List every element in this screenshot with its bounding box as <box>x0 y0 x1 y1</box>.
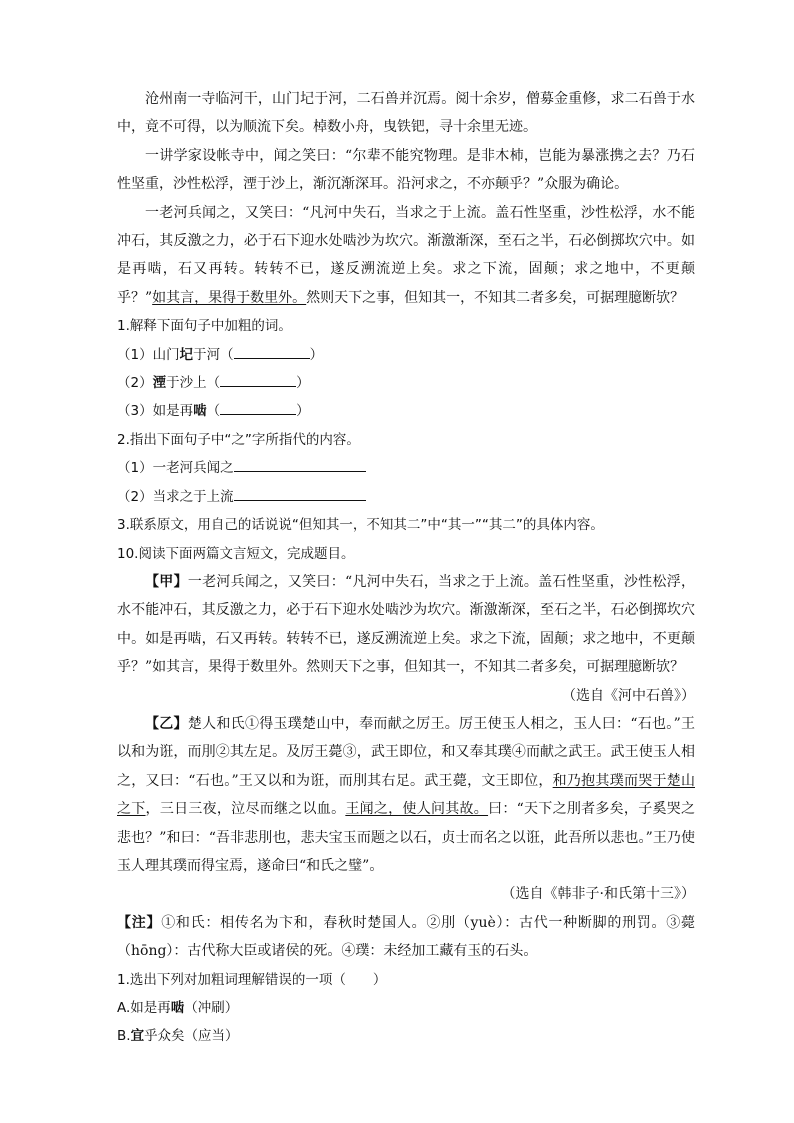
answer-blank[interactable] <box>234 458 366 472</box>
document-content <box>117 85 695 1051</box>
passage-p3-underlined: 如其言，果得于数里外。 <box>152 289 307 306</box>
answer-blank[interactable] <box>220 373 296 387</box>
passage-yi-label: 【乙】 <box>145 715 188 732</box>
passage-yi-source: （选自《韩非子·和氏第十三》） <box>501 886 695 903</box>
note-ref: ④ <box>511 744 526 761</box>
notes-text: ①和氏：相传名为卞和，春秋时楚国人。②刖（yuè）：古代一种断脚的刑罚。③薨（hōng）：古代称大臣或诸侯的死。④璞：未经加工藏有玉的石头。 <box>117 914 695 960</box>
passage-p3-tail: 然则天下之事，但知其一，不知其二者多矣，可据理臆断欤？ <box>306 289 685 306</box>
mc-option-a[interactable]: A.如是再啮（冲刷） <box>117 1000 239 1016</box>
passage-paragraph-2: 一讲学家设帐寺中，闻之笑曰：“尔辈不能究物理。是非木杮，岂能为暴涨携之去？乃石性坚重，沙性松浮，湮于沙上，渐沉渐深耳。沿河求之，不亦颠乎？”众服为确论。 <box>117 147 695 193</box>
question-1-title: 1.解释下面句子中加粗的词。 <box>117 318 292 335</box>
passage-paragraph-1: 沧州南一寺临河干，山门圮于河，二石兽并沉焉。阅十余岁，僧募金重修，求二石兽于水中，竟不可得，以为顺流下矣。棹数小舟，曳铁钯，寻十余里无迹。 <box>117 91 695 136</box>
question-2-item-2: （2）当求之于上流 <box>117 483 695 511</box>
question-2-title: 2.指出下面句子中“之”字所指代的内容。 <box>117 431 360 448</box>
bold-word: 啮 <box>170 1000 185 1016</box>
bold-word: 宜 <box>130 1028 145 1045</box>
answer-blank[interactable] <box>234 345 310 359</box>
question-2-item-1: （1）一老河兵闻之 <box>117 454 695 482</box>
question-1-item-2: （2）湮于沙上（ ） <box>117 375 310 392</box>
mc-option-b[interactable]: B.宜乎众矣（应当） <box>117 1028 239 1045</box>
question-3-title: 3.联系原文，用自己的话说说“但知其一，不知其二”中“其一”“其二”的具体内容。 <box>117 517 604 534</box>
bold-word: 啮 <box>193 403 207 420</box>
answer-blank[interactable] <box>234 487 366 501</box>
note-ref: ① <box>244 715 260 732</box>
passage-jia-source: （选自《河中石兽》） <box>562 687 695 704</box>
bold-word: 湮 <box>152 375 167 392</box>
question-1-item-3: （3）如是再啮（ ） <box>117 403 310 420</box>
question-10-title: 10.阅读下面两篇文言短文，完成题目。 <box>117 545 355 562</box>
answer-blank[interactable] <box>220 401 296 415</box>
underlined-sentence-1: 和乃抱其璞而哭于楚山之下 <box>117 772 695 818</box>
mc-question-title: 1.选出下列对加粗词理解错误的一项（ ） <box>117 971 387 988</box>
passage-jia-text: 一老河兵闻之，又笑曰：“凡河中失石，当求之于上流。盖石性坚重，沙性松浮，水不能冲石，其反激之力，必于石下迎水处啮沙为坎穴。渐激渐深，至石之半，石必倒掷坎穴中。如是再啮，石又再转。转转不已，遂反溯流逆上矣。求之下流，固颠；求之地中，不更颠乎？”如其言，果得于数里外。然则天下之事，但知其一，不知其二者多矣，可据理臆断欤？ <box>117 573 696 676</box>
notes-label: 【注】 <box>117 914 162 931</box>
note-ref: ③ <box>342 744 357 761</box>
question-1-item-1: （1）山门圮于河（ ） <box>117 346 324 363</box>
passage-p3-main: 一老河兵闻之，又笑曰：“凡河中失石，当求之于上流。盖石性坚重，沙性松浮，水不能冲石，其反激之力，必于石下迎水处啮沙为坎穴。渐激渐深，至石之半，石必倒掷坎穴中。如是再啮，石又再转。转转不已，遂反溯流逆上矣。求之下流，固颠；求之地中，不更颠乎？” <box>117 204 695 306</box>
underlined-sentence-2: 王闻之，使人问其故。 <box>345 801 489 818</box>
passage-paragraph-3 <box>117 199 695 313</box>
bold-word: 圮 <box>179 346 194 363</box>
passage-jia <box>117 568 695 682</box>
passage-jia-label: 【甲】 <box>145 573 188 590</box>
notes <box>117 909 695 966</box>
note-ref: ② <box>215 744 230 761</box>
passage-yi: 【乙】楚人和氏①得玉璞楚山中，奉而献之厉王。厉王使玉人相之，玉人曰：“石也。”王以和为诳，而刖②其左足。及厉王薨③，武王即位，和又奉其璞④而献之武王。武王使玉人相之，又曰：“石也。”王又以和为诳，而刖其右足。武王薨，文王即位，和乃抱其璞而哭于楚山之下，三日三夜，泣尽而继之以血。王闻之，使人问其故。曰：“天下之刖者多矣，子奚哭之悲也？”和曰：“吾非悲刖也，悲夫宝玉而题之以石，贞士而名之以诳，此吾所以悲也。”王乃使玉人理其璞而得宝焉，遂命曰“和氏之璧”。 <box>117 715 696 874</box>
